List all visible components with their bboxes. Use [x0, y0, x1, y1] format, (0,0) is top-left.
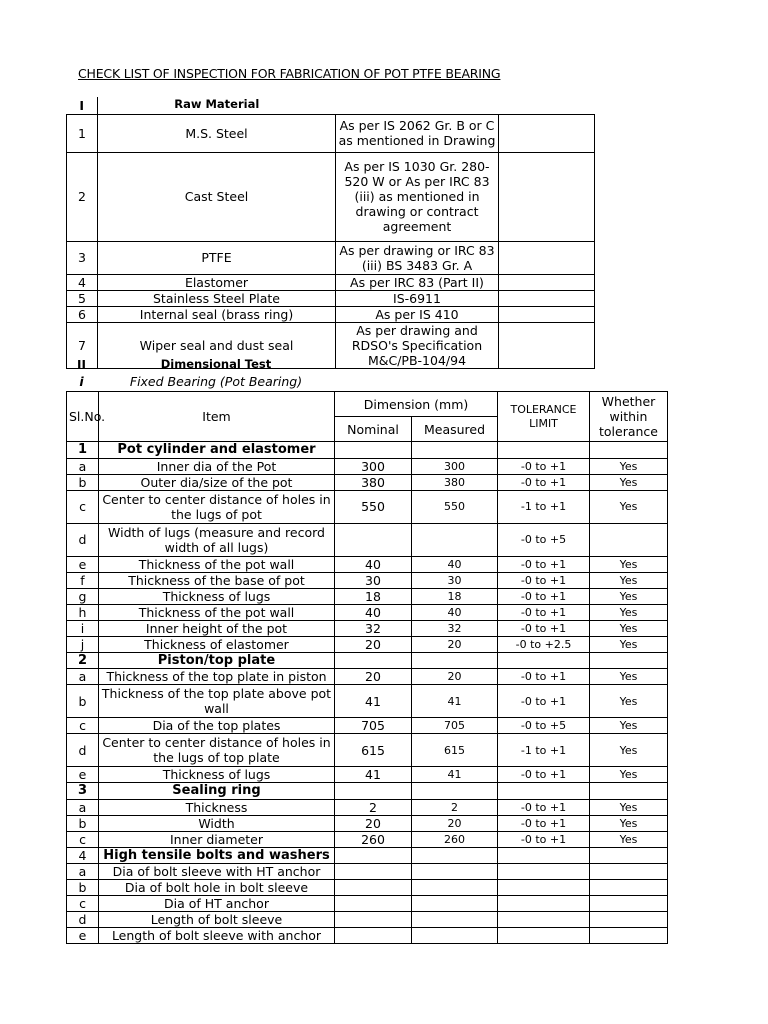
raw-material-row	[67, 152, 595, 241]
raw-material-item: Elastomer	[98, 274, 336, 290]
within-tolerance: Yes	[590, 718, 668, 734]
empty-cell	[590, 847, 668, 864]
row-item: Center to center distance of holes in the lugs of pot	[99, 490, 335, 523]
raw-material-remark	[499, 290, 595, 306]
dimensional-test-heading: Dimensional Test	[160, 357, 272, 372]
measured-value: 260	[412, 831, 498, 847]
row-item: Thickness of the pot wall	[99, 556, 335, 572]
header-slno: Sl.No.	[67, 392, 99, 442]
row-item: Thickness of the pot wall	[99, 604, 335, 620]
nominal-value	[335, 896, 412, 912]
within-tolerance: Yes	[590, 636, 668, 652]
row-number: b	[67, 474, 99, 490]
tolerance-value: -0 to +1	[498, 588, 590, 604]
raw-material-remark	[499, 114, 595, 152]
tolerance-value: -1 to +1	[498, 490, 590, 523]
measured-value	[412, 864, 498, 880]
empty-cell	[412, 847, 498, 864]
nominal-value	[335, 912, 412, 928]
empty-cell	[498, 442, 590, 459]
table-row	[67, 734, 668, 767]
row-number: j	[67, 636, 99, 652]
section-row	[67, 652, 668, 669]
row-number: a	[67, 864, 99, 880]
nominal-value: 18	[335, 588, 412, 604]
section-title: Piston/top plate	[99, 652, 335, 669]
within-tolerance: Yes	[590, 572, 668, 588]
row-number: d	[67, 912, 99, 928]
nominal-value: 20	[335, 636, 412, 652]
table-row	[67, 685, 668, 718]
raw-material-spec: As per drawing and RDSO's Specification M&C/PB-104/94	[336, 322, 499, 368]
header-item: Item	[99, 392, 335, 442]
tolerance-value: -0 to +1	[498, 572, 590, 588]
raw-material-spec: As per drawing or IRC 83 (iii) BS 3483 Gr. A	[336, 241, 499, 274]
nominal-value: 380	[335, 474, 412, 490]
row-number: e	[67, 767, 99, 783]
tolerance-value	[498, 928, 590, 944]
measured-value: 20	[412, 815, 498, 831]
empty-cell	[412, 652, 498, 669]
row-item: Thickness of the top plate above pot wall	[99, 685, 335, 718]
within-tolerance	[590, 896, 668, 912]
nominal-value: 41	[335, 767, 412, 783]
raw-material-number: 7	[67, 322, 98, 368]
row-item: Center to center distance of holes in the lugs of top plate	[99, 734, 335, 767]
raw-material-number: 6	[67, 306, 98, 322]
nominal-value: 20	[335, 669, 412, 685]
raw-material-number: 3	[67, 241, 98, 274]
section-title: High tensile bolts and washers	[99, 847, 335, 864]
tolerance-value: -0 to +1	[498, 815, 590, 831]
section-number: 2	[67, 652, 99, 669]
nominal-value: 2	[335, 799, 412, 815]
table-row	[67, 669, 668, 685]
table-row	[67, 896, 668, 912]
section-row	[67, 442, 668, 459]
raw-material-number: 2	[67, 152, 98, 241]
row-item: Dia of bolt hole in bolt sleeve	[99, 880, 335, 896]
row-number: e	[67, 556, 99, 572]
row-number: c	[67, 896, 99, 912]
measured-value: 2	[412, 799, 498, 815]
within-tolerance	[590, 880, 668, 896]
empty-cell	[412, 442, 498, 459]
tolerance-value: -0 to +1	[498, 685, 590, 718]
tolerance-value: -0 to +1	[498, 669, 590, 685]
fixed-bearing-heading: Fixed Bearing (Pot Bearing)	[129, 373, 303, 389]
section-number-raw: I	[67, 97, 98, 114]
measured-value: 41	[412, 767, 498, 783]
row-item: Thickness	[99, 799, 335, 815]
tolerance-value: -0 to +1	[498, 556, 590, 572]
within-tolerance	[590, 912, 668, 928]
tolerance-value: -0 to +2.5	[498, 636, 590, 652]
row-number: i	[67, 620, 99, 636]
table-row	[67, 815, 668, 831]
measured-value: 20	[412, 636, 498, 652]
dimensional-table	[66, 391, 668, 944]
row-item: Length of bolt sleeve with anchor	[99, 928, 335, 944]
row-number: d	[67, 734, 99, 767]
tolerance-value: -0 to +1	[498, 474, 590, 490]
section-number: 1	[67, 442, 99, 459]
nominal-value: 32	[335, 620, 412, 636]
within-tolerance: Yes	[590, 685, 668, 718]
subsection-number: i	[79, 373, 84, 389]
raw-material-remark	[499, 274, 595, 290]
nominal-value	[335, 523, 412, 556]
table-row	[67, 831, 668, 847]
row-number: h	[67, 604, 99, 620]
table-row	[67, 523, 668, 556]
empty-cell	[335, 847, 412, 864]
row-number: c	[67, 718, 99, 734]
raw-material-heading: Raw Material	[174, 97, 260, 112]
within-tolerance: Yes	[590, 604, 668, 620]
row-number: c	[67, 490, 99, 523]
row-item: Dia of bolt sleeve with HT anchor	[99, 864, 335, 880]
tolerance-value	[498, 864, 590, 880]
within-tolerance: Yes	[590, 458, 668, 474]
row-number: g	[67, 588, 99, 604]
row-number: b	[67, 815, 99, 831]
raw-material-spec: As per IRC 83 (Part II)	[336, 274, 499, 290]
row-item: Thickness of lugs	[99, 767, 335, 783]
raw-material-item: Stainless Steel Plate	[98, 290, 336, 306]
empty-cell	[590, 652, 668, 669]
nominal-value: 40	[335, 556, 412, 572]
within-tolerance	[590, 864, 668, 880]
raw-material-number: 4	[67, 274, 98, 290]
empty-cell	[335, 783, 412, 800]
within-tolerance: Yes	[590, 734, 668, 767]
row-item: Inner diameter	[99, 831, 335, 847]
row-number: b	[67, 685, 99, 718]
row-item: Width	[99, 815, 335, 831]
tolerance-value: -0 to +1	[498, 604, 590, 620]
table-row	[67, 864, 668, 880]
section-title: Sealing ring	[99, 783, 335, 800]
tolerance-value: -1 to +1	[498, 734, 590, 767]
row-number: c	[67, 831, 99, 847]
raw-material-row	[67, 114, 595, 152]
measured-value: 32	[412, 620, 498, 636]
nominal-value: 300	[335, 458, 412, 474]
within-tolerance: Yes	[590, 556, 668, 572]
raw-material-number: 5	[67, 290, 98, 306]
measured-value: 40	[412, 556, 498, 572]
header-nominal: Nominal	[335, 417, 412, 442]
raw-material-spec: As per IS 410	[336, 306, 499, 322]
header-dimension: Dimension (mm)	[335, 392, 498, 417]
nominal-value: 40	[335, 604, 412, 620]
header-measured: Measured	[412, 417, 498, 442]
row-item: Inner height of the pot	[99, 620, 335, 636]
within-tolerance: Yes	[590, 767, 668, 783]
empty-cell	[498, 652, 590, 669]
table-row	[67, 556, 668, 572]
tolerance-value: -0 to +5	[498, 718, 590, 734]
header-within: Whether within tolerance	[590, 392, 668, 442]
table-row	[67, 588, 668, 604]
nominal-value: 615	[335, 734, 412, 767]
section-row	[67, 783, 668, 800]
measured-value: 300	[412, 458, 498, 474]
raw-material-item: Cast Steel	[98, 152, 336, 241]
nominal-value: 41	[335, 685, 412, 718]
table-row	[67, 928, 668, 944]
measured-value: 18	[412, 588, 498, 604]
table-row	[67, 620, 668, 636]
table-row	[67, 604, 668, 620]
row-item: Width of lugs (measure and record width of all lugs)	[99, 523, 335, 556]
within-tolerance: Yes	[590, 588, 668, 604]
row-number: f	[67, 572, 99, 588]
measured-value	[412, 912, 498, 928]
tolerance-value: -0 to +1	[498, 620, 590, 636]
document-title: CHECK LIST OF INSPECTION FOR FABRICATION OF POT PTFE BEARING	[78, 66, 501, 81]
section-number: 4	[67, 847, 99, 864]
within-tolerance	[590, 523, 668, 556]
section-title: Pot cylinder and elastomer	[99, 442, 335, 459]
row-number: a	[67, 669, 99, 685]
row-number: a	[67, 458, 99, 474]
within-tolerance: Yes	[590, 620, 668, 636]
section-number-dimensional: II	[77, 357, 86, 372]
nominal-value: 260	[335, 831, 412, 847]
row-item: Inner dia of the Pot	[99, 458, 335, 474]
raw-material-item: Wiper seal and dust seal	[98, 322, 336, 368]
row-item: Thickness of the top plate in piston	[99, 669, 335, 685]
table-row	[67, 636, 668, 652]
raw-material-item: M.S. Steel	[98, 114, 336, 152]
measured-value	[412, 928, 498, 944]
row-number: d	[67, 523, 99, 556]
tolerance-value: -0 to +1	[498, 458, 590, 474]
row-item: Dia of HT anchor	[99, 896, 335, 912]
nominal-value: 30	[335, 572, 412, 588]
table-row	[67, 458, 668, 474]
within-tolerance: Yes	[590, 831, 668, 847]
row-item: Length of bolt sleeve	[99, 912, 335, 928]
tolerance-value: -0 to +1	[498, 831, 590, 847]
empty-cell	[335, 442, 412, 459]
measured-value	[412, 523, 498, 556]
raw-material-item: Internal seal (brass ring)	[98, 306, 336, 322]
raw-material-row	[67, 274, 595, 290]
nominal-value	[335, 864, 412, 880]
measured-value: 30	[412, 572, 498, 588]
nominal-value: 20	[335, 815, 412, 831]
within-tolerance: Yes	[590, 490, 668, 523]
within-tolerance	[590, 928, 668, 944]
table-row	[67, 718, 668, 734]
raw-material-remark	[499, 241, 595, 274]
empty-cell	[498, 783, 590, 800]
section-row	[67, 847, 668, 864]
header-tolerance: TOLERANCE LIMIT	[498, 392, 590, 442]
empty-cell	[412, 783, 498, 800]
tolerance-value	[498, 912, 590, 928]
nominal-value	[335, 880, 412, 896]
row-item: Thickness of the base of pot	[99, 572, 335, 588]
measured-value	[412, 896, 498, 912]
measured-value: 380	[412, 474, 498, 490]
tolerance-value: -0 to +5	[498, 523, 590, 556]
measured-value: 550	[412, 490, 498, 523]
empty-cell	[335, 652, 412, 669]
empty-cell	[498, 847, 590, 864]
empty-cell	[590, 783, 668, 800]
row-item: Thickness of elastomer	[99, 636, 335, 652]
measured-value	[412, 880, 498, 896]
raw-material-row	[67, 306, 595, 322]
row-number: b	[67, 880, 99, 896]
empty-cell	[590, 442, 668, 459]
within-tolerance: Yes	[590, 799, 668, 815]
within-tolerance: Yes	[590, 474, 668, 490]
table-row	[67, 572, 668, 588]
table-row	[67, 474, 668, 490]
measured-value: 705	[412, 718, 498, 734]
measured-value: 615	[412, 734, 498, 767]
row-item: Outer dia/size of the pot	[99, 474, 335, 490]
raw-material-spec: As per IS 2062 Gr. B or C as mentioned in Drawing	[336, 114, 499, 152]
measured-value: 40	[412, 604, 498, 620]
row-item: Dia of the top plates	[99, 718, 335, 734]
table-row	[67, 767, 668, 783]
raw-material-item: PTFE	[98, 241, 336, 274]
within-tolerance: Yes	[590, 815, 668, 831]
table-row	[67, 490, 668, 523]
measured-value: 20	[412, 669, 498, 685]
tolerance-value: -0 to +1	[498, 767, 590, 783]
raw-material-number: 1	[67, 114, 98, 152]
raw-material-table	[66, 97, 595, 369]
table-row	[67, 799, 668, 815]
table-row	[67, 912, 668, 928]
raw-material-row	[67, 241, 595, 274]
table-row	[67, 880, 668, 896]
row-number: a	[67, 799, 99, 815]
raw-material-spec: As per IS 1030 Gr. 280-520 W or As per IRC 83 (iii) as mentioned in drawing or contract agreement	[336, 152, 499, 241]
measured-value: 41	[412, 685, 498, 718]
row-number: e	[67, 928, 99, 944]
within-tolerance: Yes	[590, 669, 668, 685]
raw-material-spec: IS-6911	[336, 290, 499, 306]
raw-material-remark	[499, 152, 595, 241]
row-item: Thickness of lugs	[99, 588, 335, 604]
section-number: 3	[67, 783, 99, 800]
tolerance-value	[498, 896, 590, 912]
raw-material-row	[67, 290, 595, 306]
dimensional-heading	[66, 357, 666, 389]
raw-material-remark	[499, 306, 595, 322]
nominal-value	[335, 928, 412, 944]
tolerance-value	[498, 880, 590, 896]
tolerance-value: -0 to +1	[498, 799, 590, 815]
nominal-value: 550	[335, 490, 412, 523]
nominal-value: 705	[335, 718, 412, 734]
